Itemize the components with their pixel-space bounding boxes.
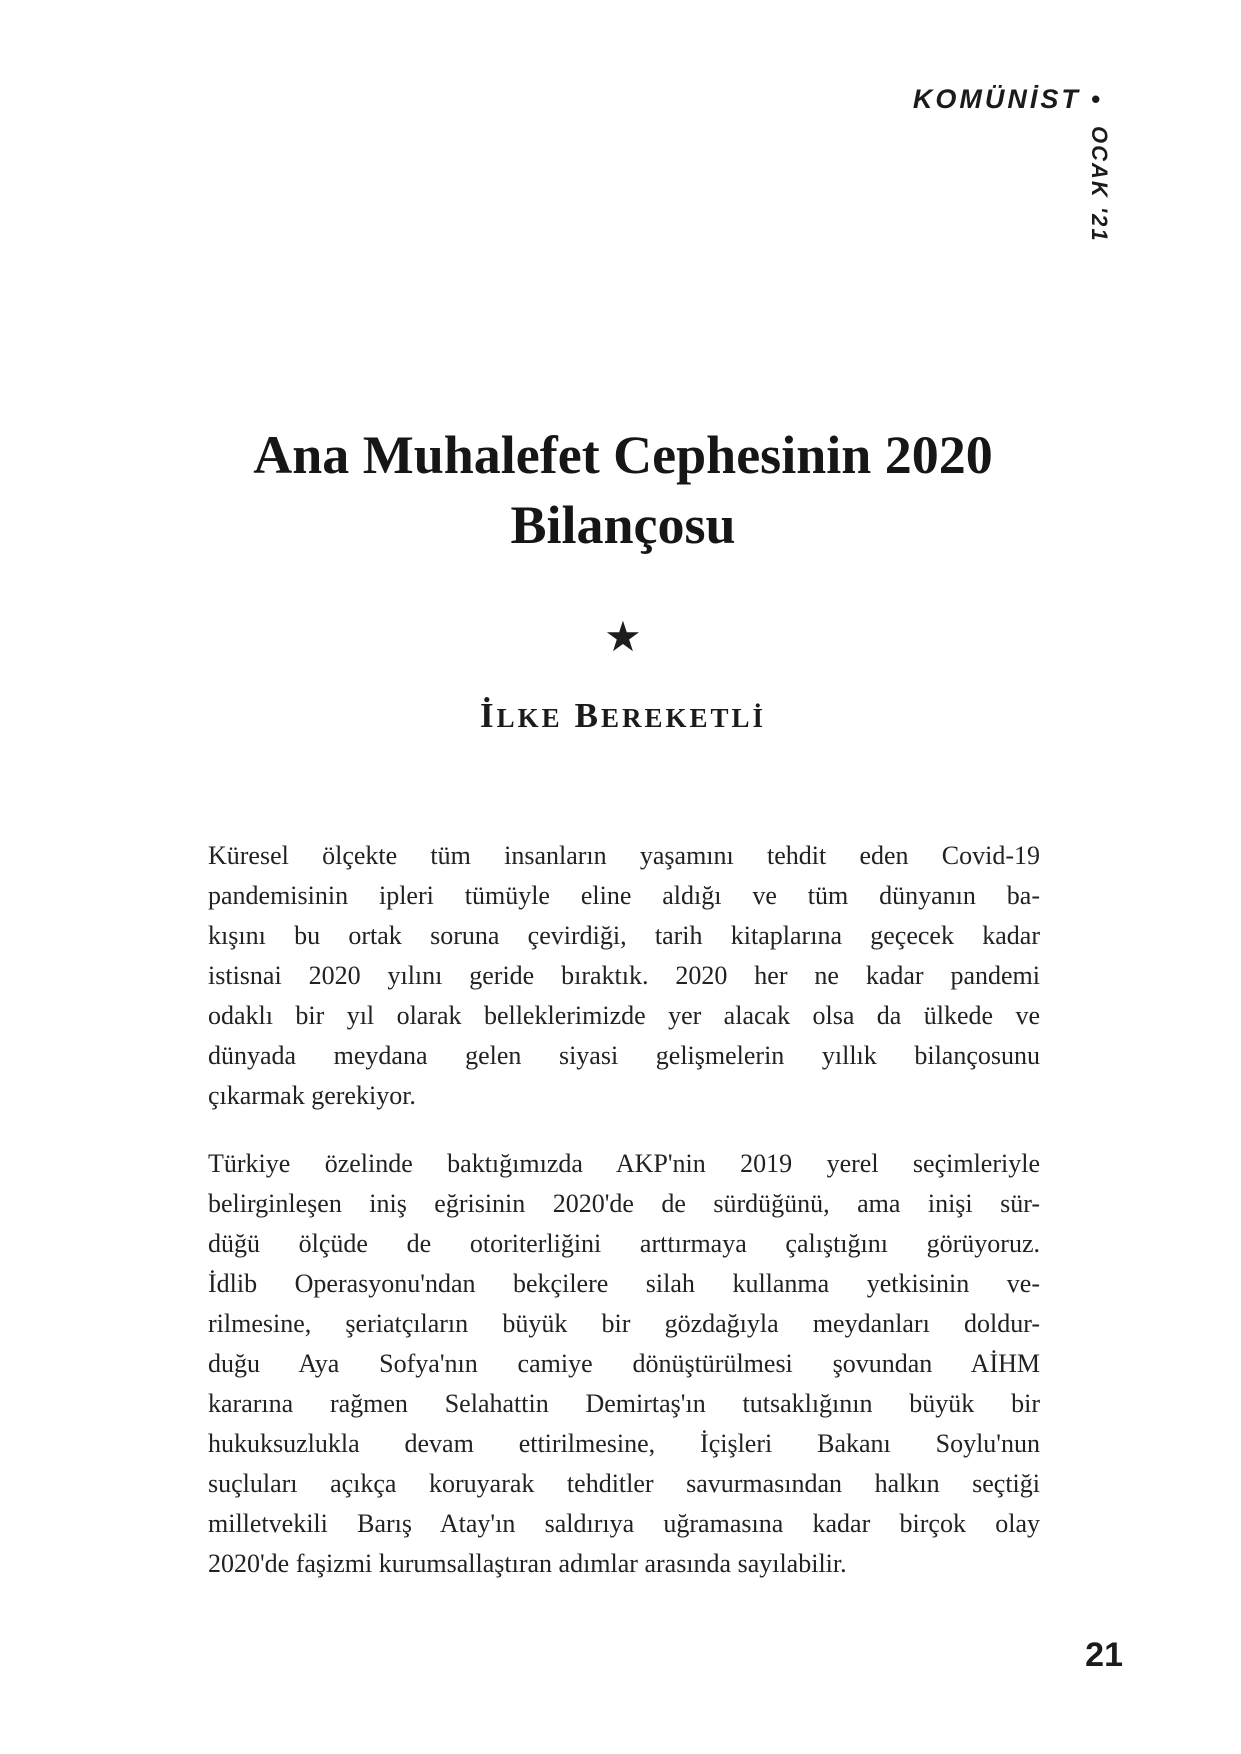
article-body	[208, 836, 1040, 1584]
author-first-initial: İ	[479, 696, 497, 735]
body-line: 2020'de faşizmi kurumsallaştıran adımlar arasında sayılabilir.	[208, 1549, 847, 1578]
body-line: İdlib Operasyonu'ndan bekçilere silah kullanma yetkisinin ve-	[208, 1269, 1040, 1298]
masthead	[913, 84, 1100, 115]
author-last-rest: EREKETLİ	[600, 703, 767, 733]
body-line: hukuksuzlukla devam ettirilmesine, İçişleri Bakanı Soylu'nun	[208, 1429, 1040, 1458]
magazine-title: KOMÜNİST	[912, 84, 1081, 114]
body-line: çıkarmak gerekiyor.	[208, 1081, 416, 1110]
page-number: 21	[1085, 1636, 1123, 1674]
body-line: kışını bu ortak soruna çevirdiği, tarih kitaplarına geçecek kadar	[208, 921, 1040, 950]
body-line: milletvekili Barış Atay'ın saldırıya uğramasına kadar birçok olay	[208, 1509, 1040, 1538]
body-line: düğü ölçüde de otoriterliğini arttırmaya çalıştığını görüyoruz.	[208, 1229, 1040, 1258]
article-title-line2: Bilançosu	[510, 495, 736, 555]
body-line: suçluları açıkça koruyarak tehditler savurmasından halkın seçtiği	[208, 1469, 1040, 1498]
body-line: odaklı bir yıl olarak belleklerimizde yer alacak olsa da ülkede ve	[208, 1001, 1040, 1030]
bullet-icon: •	[1090, 84, 1100, 114]
body-line: dünyada meydana gelen siyasi gelişmelerin yıllık bilançosunu	[208, 1041, 1040, 1070]
body-line: belirginleşen iniş eğrisinin 2020'de de sürdüğünü, ama inişi sür-	[208, 1189, 1040, 1218]
author-name	[205, 696, 1041, 736]
author-first-rest: LKE	[496, 703, 563, 733]
article-title-line1: Ana Muhalefet Cephesinin 2020	[253, 425, 993, 485]
body-line: pandemisinin ipleri tümüyle eline aldığı ve tüm dünyanın ba-	[208, 881, 1040, 910]
paragraph-1	[208, 836, 1040, 1116]
article-title	[205, 420, 1041, 560]
body-line: Türkiye özelinde baktığımızda AKP'nin 2019 yerel seçimleriyle	[208, 1149, 1040, 1178]
body-line: Küresel ölçekte tüm insanların yaşamını tehdit eden Covid-19	[208, 841, 1040, 870]
body-line: istisnai 2020 yılını geride bıraktık. 2020 her ne kadar pandemi	[208, 961, 1040, 990]
star-icon: ★	[604, 615, 642, 661]
body-line: kararına rağmen Selahattin Demirtaş'ın tutsaklığının büyük bir	[208, 1389, 1040, 1418]
body-line: rilmesine, şeriatçıların büyük bir gözdağıyla meydanları doldur-	[208, 1309, 1040, 1338]
issue-label: OCAK '21	[1087, 126, 1112, 243]
body-line: duğu Aya Sofya'nın camiye dönüştürülmesi şovundan AİHM	[208, 1349, 1040, 1378]
author-last-initial: B	[574, 696, 601, 735]
paragraph-2	[208, 1144, 1040, 1584]
